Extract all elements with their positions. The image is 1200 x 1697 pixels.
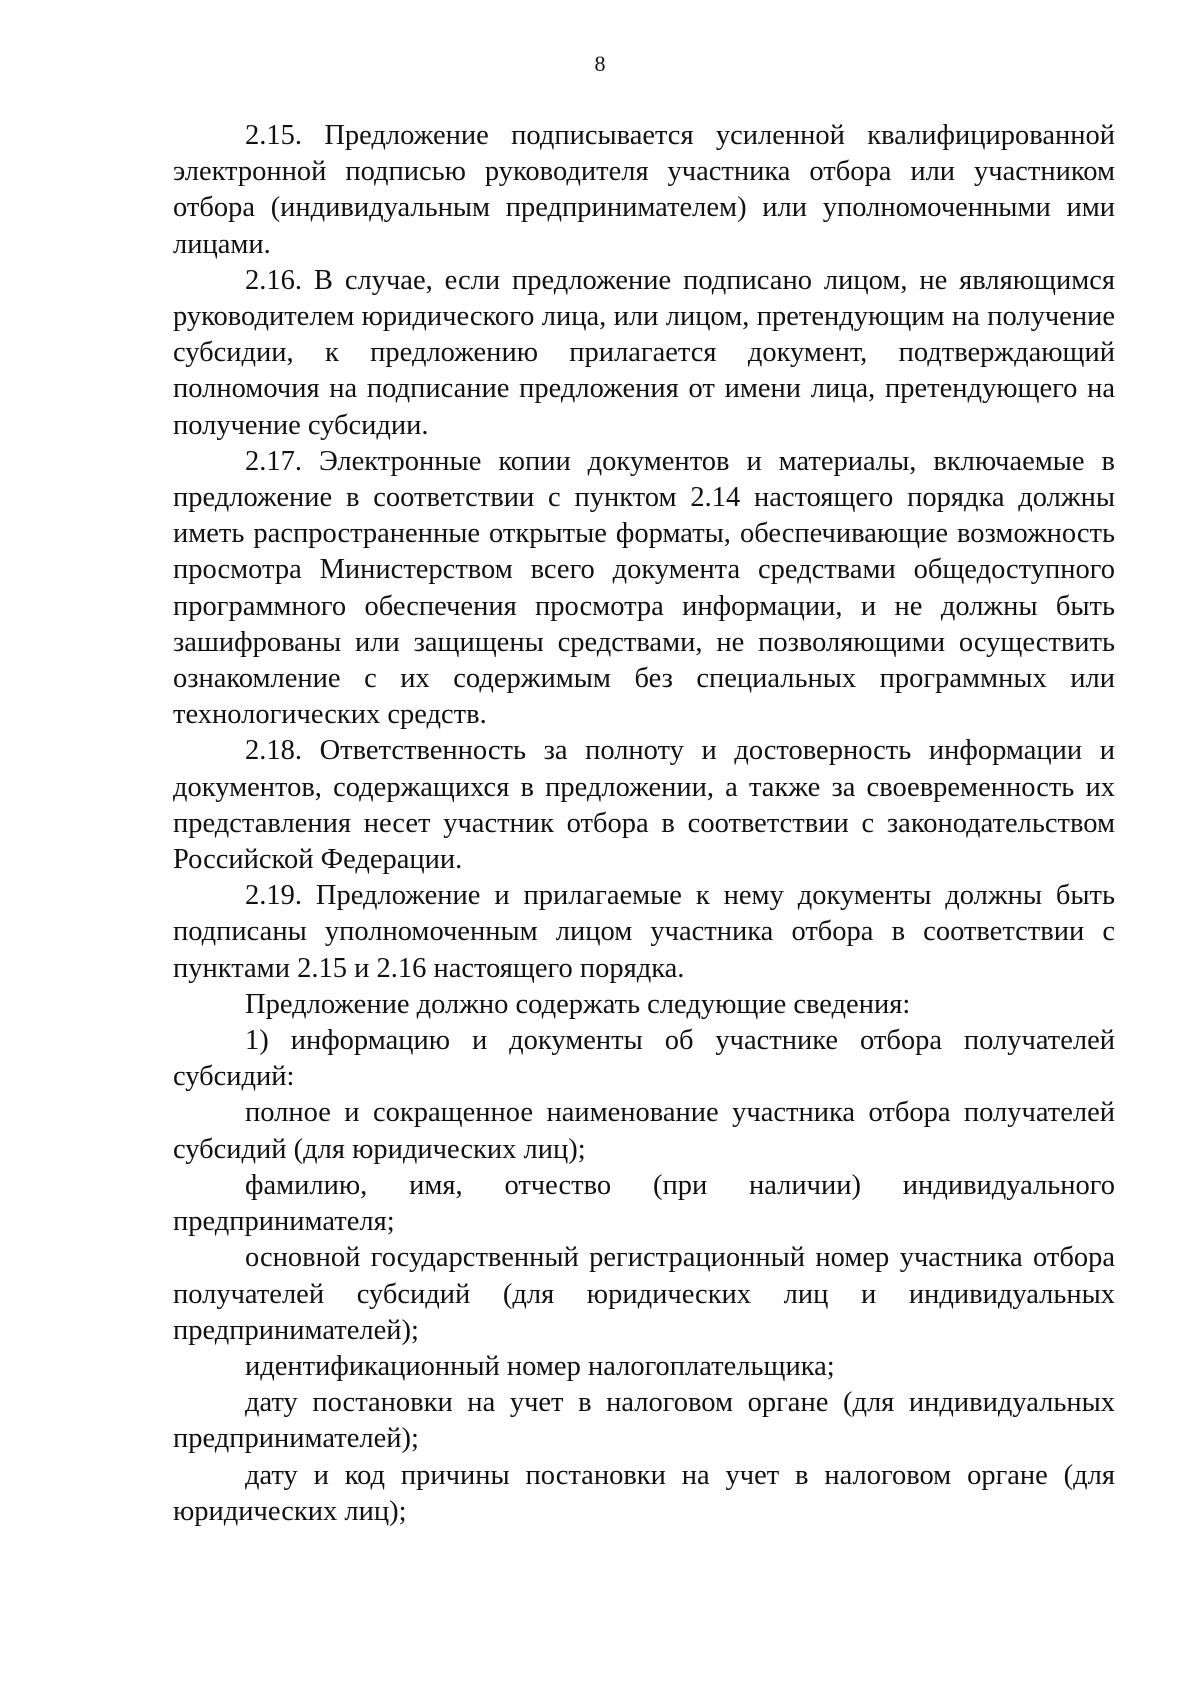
list-item-1-participant-info: 1) информацию и документы об участнике отбора получателей субсидий: <box>173 1025 1115 1093</box>
list-item-tax-registration-date-entrepreneurs: дату постановки на учет в налоговом органе (для индивидуальных предпринимателей); <box>173 1387 1115 1455</box>
page-number: 8 <box>594 51 606 76</box>
list-item-full-name-entrepreneur: фамилию, имя, отчество (при наличии) индивидуального предпринимателя; <box>173 1169 1115 1238</box>
list-item-ogrn: основной государственный регистрационный номер участника отбора получателей субсидий (для юридических лиц и индивидуальных предпринимателей); <box>173 1242 1115 1346</box>
document-body <box>173 118 1115 1530</box>
paragraph-2-18: 2.18. Ответственность за полноту и достоверность информации и документов, содержащихся в предложении, а также за своевременность их представления несет участник отбора в соответствии с законодательством Российской Федерации. <box>173 735 1115 876</box>
list-item-tax-registration-date-code-legal: дату и код причины постановки на учет в налоговом органе (для юридических лиц); <box>173 1459 1115 1527</box>
paragraph-2-17: 2.17. Электронные копии документов и материалы, включаемые в предложение в соответствии с пунктом 2.14 настоящего порядка должны иметь распространенные открытые форматы, обеспечивающие возможность просмотра Министерством всего документа средствами общедоступного программного обеспечения просмотра информации, и не должны быть зашифрованы или защищены средствами, не позволяющими осуществить ознакомление с их содержимым без специальных программных или технологических средств. <box>173 445 1115 731</box>
paragraph-2-19: 2.19. Предложение и прилагаемые к нему документы должны быть подписаны уполномоченным лицом участника отбора в соответствии с пунктами 2.15 и 2.16 настоящего порядка. <box>173 880 1115 984</box>
paragraph-required-info-intro: Предложение должно содержать следующие сведения: <box>245 988 911 1020</box>
list-item-inn: идентификационный номер налогоплательщика; <box>245 1350 835 1382</box>
list-item-full-short-name: полное и сокращенное наименование участника отбора получателей субсидий (для юридических лиц); <box>173 1097 1115 1165</box>
paragraph-2-15: 2.15. Предложение подписывается усиленной квалифицированной электронной подписью руководителя участника отбора или участником отбора (индивидуальным предпринимателем) или уполномоченными ими лицами. <box>173 120 1115 260</box>
paragraph-2-16: 2.16. В случае, если предложение подписано лицом, не являющимся руководителем юридического лица, или лицом, претендующим на получение субсидии, к предложению прилагается документ, подтверждающий полномочия на подписание предложения от имени лица, претендующего на получение субсидии. <box>173 264 1115 441</box>
